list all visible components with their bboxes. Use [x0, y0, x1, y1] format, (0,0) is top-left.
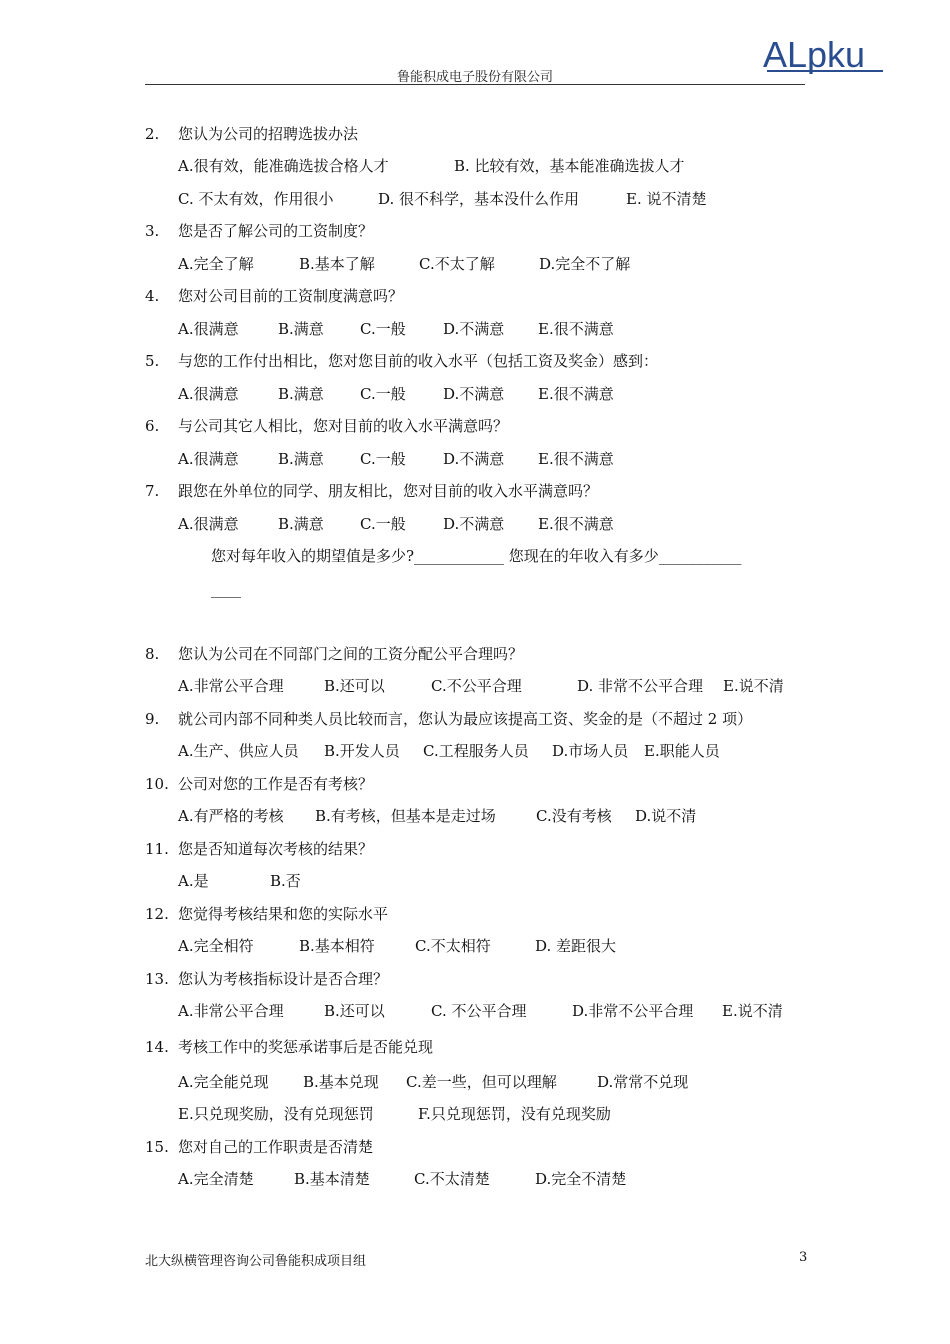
- option: A.是: [178, 872, 209, 890]
- options-row: [178, 871, 301, 891]
- option: C.不公平合理: [431, 677, 522, 695]
- option: C.差一些，但可以理解: [406, 1073, 557, 1091]
- option: C.一般: [360, 450, 406, 468]
- alpku-logo: [763, 34, 887, 74]
- question-text: 您是否了解公司的工资制度？: [178, 222, 374, 240]
- question-text: 您认为公司在不同部门之间的工资分配公平合理吗？: [178, 645, 524, 663]
- option: E.很不满意: [538, 320, 614, 338]
- option: E.只兑现奖励，没有兑现惩罚: [178, 1105, 374, 1123]
- options-row: [178, 319, 614, 339]
- question-text: 跟您在外单位的同学、朋友相比，您对目前的收入水平满意吗？: [178, 482, 599, 500]
- question-text: 考核工作中的奖惩承诺事后是否能兑现: [178, 1038, 434, 1056]
- option: B.满意: [278, 515, 324, 533]
- question-15: [145, 1137, 373, 1157]
- option: C. 不公平合理: [431, 1002, 527, 1020]
- option: A.生产、供应人员: [178, 742, 299, 760]
- option: B.满意: [278, 320, 324, 338]
- footer-org: 北大纵横管理咨询公司鲁能积成项目组: [145, 1254, 367, 1269]
- options-row: [178, 156, 685, 176]
- question-text: 与您的工作付出相比，您对您目前的收入水平（包括工资及奖金）感到：: [178, 352, 659, 370]
- option: E.很不满意: [538, 385, 614, 403]
- option: E.说不清: [722, 1002, 783, 1020]
- question-number: 14.: [145, 1038, 169, 1056]
- options-row: [178, 936, 616, 956]
- question-number: 12.: [145, 905, 169, 923]
- question-text: 您是否知道每次考核的结果？: [178, 840, 374, 858]
- option: C. 不太有效，作用很小: [178, 190, 334, 208]
- question-number: 8.: [145, 645, 160, 663]
- question-text: 公司对您的工作是否有考核？: [178, 775, 374, 793]
- option: C.不太清楚: [414, 1170, 490, 1188]
- option: B. 比较有效，基本能准确选拔人才: [454, 157, 685, 175]
- question-number: 5.: [145, 352, 160, 370]
- question-6: [145, 416, 508, 436]
- options-row: [178, 1072, 688, 1092]
- option: A.很满意: [178, 320, 239, 338]
- option: D. 非常不公平合理: [577, 677, 704, 695]
- question-10: [145, 774, 373, 794]
- options-row: [178, 676, 784, 696]
- option: B.还可以: [324, 1002, 385, 1020]
- options-row: [178, 449, 614, 469]
- question-number: 13.: [145, 970, 169, 988]
- option: C.不太相符: [415, 937, 491, 955]
- question-11: [145, 839, 373, 859]
- option: B.满意: [278, 450, 324, 468]
- question-text: 您对自己的工作职责是否清楚: [178, 1138, 374, 1156]
- option: E.很不满意: [538, 450, 614, 468]
- income-expectation-line-continued: ____: [211, 580, 241, 598]
- option: C.一般: [360, 515, 406, 533]
- income-expectation-line: 您对每年收入的期望值是多少?____________ 您现在的年收入有多少___________: [211, 547, 742, 565]
- option: D.完全不了解: [539, 255, 631, 273]
- option: D.不满意: [443, 515, 505, 533]
- question-13: [145, 969, 388, 989]
- option: C.一般: [360, 320, 406, 338]
- question-2: [145, 124, 358, 144]
- option: D.不满意: [443, 320, 505, 338]
- option: D.市场人员: [552, 742, 629, 760]
- question-text: 就公司内部不同种类人员比较而言，您认为最应该提高工资、奖金的是（不超过 2 项）: [178, 710, 753, 728]
- header-divider: [145, 84, 805, 85]
- logo-text: ALpku: [763, 34, 866, 74]
- question-7: [145, 481, 598, 501]
- question-number: 6.: [145, 417, 160, 435]
- option: A.很满意: [178, 385, 239, 403]
- question-3: [145, 221, 373, 241]
- options-row: [178, 806, 696, 826]
- question-number: 4.: [145, 287, 160, 305]
- option: D.完全不清楚: [535, 1170, 627, 1188]
- options-row: [178, 514, 614, 534]
- options-row: [178, 1169, 626, 1189]
- question-number: 3.: [145, 222, 160, 240]
- options-row: [178, 1104, 611, 1124]
- option: C.不太了解: [419, 255, 495, 273]
- option: A.很满意: [178, 450, 239, 468]
- option: B.否: [270, 872, 301, 890]
- option: A.很满意: [178, 515, 239, 533]
- option: D.说不清: [635, 807, 697, 825]
- question-text: 您认为公司的招聘选拔办法: [178, 125, 359, 143]
- question-number: 2.: [145, 125, 160, 143]
- option: C.没有考核: [536, 807, 612, 825]
- question-number: 7.: [145, 482, 160, 500]
- option: E. 说不清楚: [626, 190, 707, 208]
- question-number: 10.: [145, 775, 169, 793]
- option: B.满意: [278, 385, 324, 403]
- question-4: [145, 286, 403, 306]
- option: B.基本清楚: [294, 1170, 370, 1188]
- option: A.完全相符: [178, 937, 254, 955]
- option: C.工程服务人员: [423, 742, 529, 760]
- question-number: 9.: [145, 710, 160, 728]
- options-row: [178, 254, 630, 274]
- question-text: 您觉得考核结果和您的实际水平: [178, 905, 389, 923]
- options-row: [178, 189, 707, 209]
- option: D.非常不公平合理: [572, 1002, 694, 1020]
- option: A.完全清楚: [178, 1170, 254, 1188]
- option: B.开发人员: [324, 742, 400, 760]
- question-12: [145, 904, 388, 924]
- option: A.非常公平合理: [178, 1002, 284, 1020]
- options-row: [178, 741, 720, 761]
- question-text: 您对公司目前的工资制度满意吗？: [178, 287, 404, 305]
- option: D. 差距很大: [535, 937, 617, 955]
- option: E.说不清: [723, 677, 784, 695]
- option: D.常常不兑现: [597, 1073, 689, 1091]
- option: A.完全了解: [178, 255, 254, 273]
- option: A.很有效，能准确选拔合格人才: [178, 157, 389, 175]
- option: D.不满意: [443, 385, 505, 403]
- question-8: [145, 644, 523, 664]
- company-name: 鲁能积成电子股份有限公司: [396, 70, 553, 85]
- option: F.只兑现惩罚，没有兑现奖励: [418, 1105, 611, 1123]
- question-text: 与公司其它人相比，您对目前的收入水平满意吗？: [178, 417, 509, 435]
- option: A.有严格的考核: [178, 807, 284, 825]
- option: B.基本相符: [299, 937, 375, 955]
- option: A.完全能兑现: [178, 1073, 269, 1091]
- option: B.基本了解: [299, 255, 375, 273]
- question-5: [145, 351, 658, 371]
- option: D.不满意: [443, 450, 505, 468]
- option: B.还可以: [324, 677, 385, 695]
- option: B.基本兑现: [303, 1073, 379, 1091]
- question-number: 11.: [145, 840, 169, 858]
- option: A.非常公平合理: [178, 677, 284, 695]
- option: D. 很不科学，基本没什么作用: [378, 190, 580, 208]
- option: E.很不满意: [538, 515, 614, 533]
- question-number: 15.: [145, 1138, 169, 1156]
- page-number: 3: [799, 1250, 808, 1265]
- option: C.一般: [360, 385, 406, 403]
- option: B.有考核，但基本是走过场: [315, 807, 496, 825]
- question-9: [145, 709, 752, 729]
- question-text: 您认为考核指标设计是否合理？: [178, 970, 389, 988]
- option: E.职能人员: [644, 742, 720, 760]
- options-row: [178, 384, 614, 404]
- question-14: [145, 1037, 433, 1057]
- options-row: [178, 1001, 783, 1021]
